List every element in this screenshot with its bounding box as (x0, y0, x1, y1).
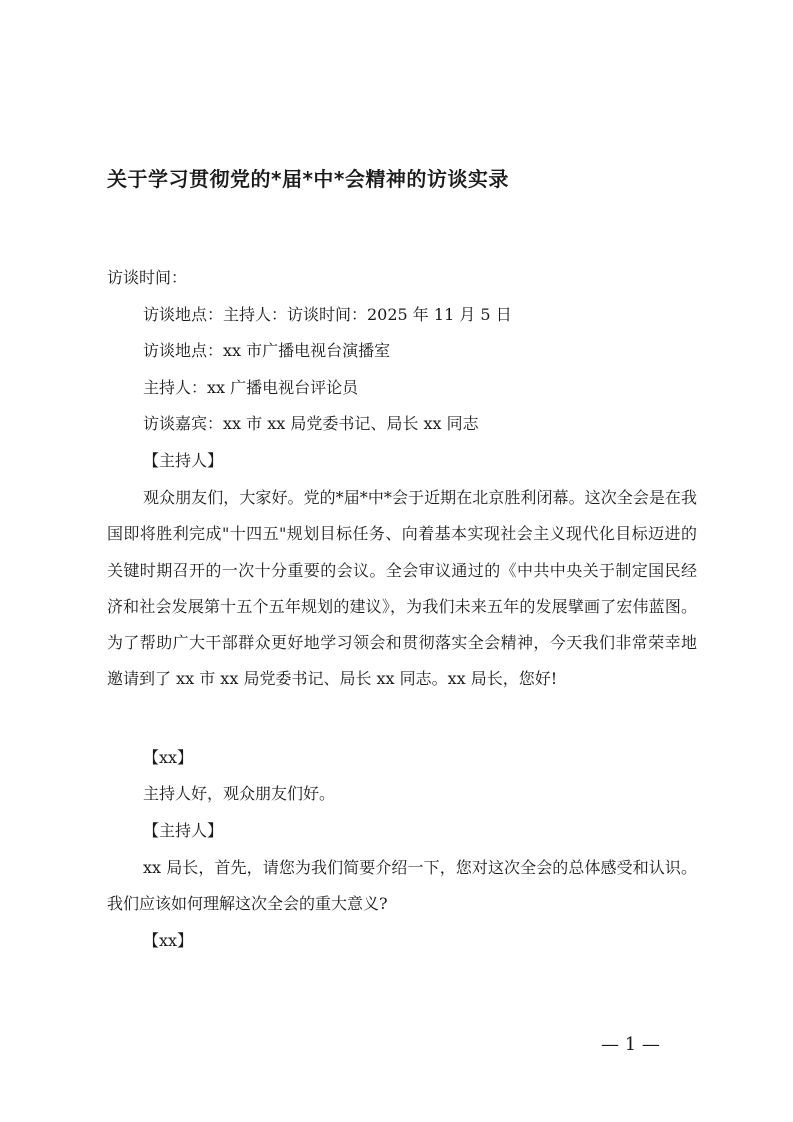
host-question-paragraph: xx 局长，首先，请您为我们简要介绍一下，您对这次全会的总体感受和认识。我们应该如何理解这次全会的重大意义? (107, 858, 697, 914)
interview-time-line: 访谈时间： (107, 268, 188, 287)
interview-info-line: 访谈地点：主持人：访谈时间：2025 年 11 月 5 日 (143, 305, 512, 324)
document-title: 关于学习贯彻党的*届*中*会精神的访谈实录 (107, 167, 509, 191)
page-number: — 1 — (601, 1034, 660, 1055)
host-opening-paragraph: 观众朋友们，大家好。党的*届*中*会于近期在北京胜利闭幕。这次全会是在我国即将胜利完成"十四五"规划目标任务、向着基本实现社会主义现代化目标迈进的关键时期召开的一次十分重要的会议。全会审议通过的《中共中央关于制定国民经济和社会发展第十五个五年规划的建议》，为我们未来五年的发展擘画了宏伟蓝图。为了帮助广大干部群众更好地学习领会和贯彻落实全会精神，今天我们非常荣幸地邀请到了 xx 市 xx 局党委书记、局长 xx 同志。xx 局长，您好! (107, 488, 697, 689)
guest-greeting-paragraph: 主持人好，观众朋友们好。 (143, 784, 336, 803)
speaker-label-host: 【主持人】 (143, 451, 224, 470)
guest-line: 访谈嘉宾：xx 市 xx 局党委书记、局长 xx 同志 (143, 414, 479, 433)
speaker-label-host: 【主持人】 (143, 821, 224, 840)
interview-location-line: 访谈地点：xx 市广播电视台演播室 (143, 341, 391, 360)
speaker-label-guest: 【xx】 (143, 748, 194, 767)
host-line: 主持人：xx 广播电视台评论员 (143, 378, 359, 397)
speaker-label-guest: 【xx】 (143, 931, 194, 950)
